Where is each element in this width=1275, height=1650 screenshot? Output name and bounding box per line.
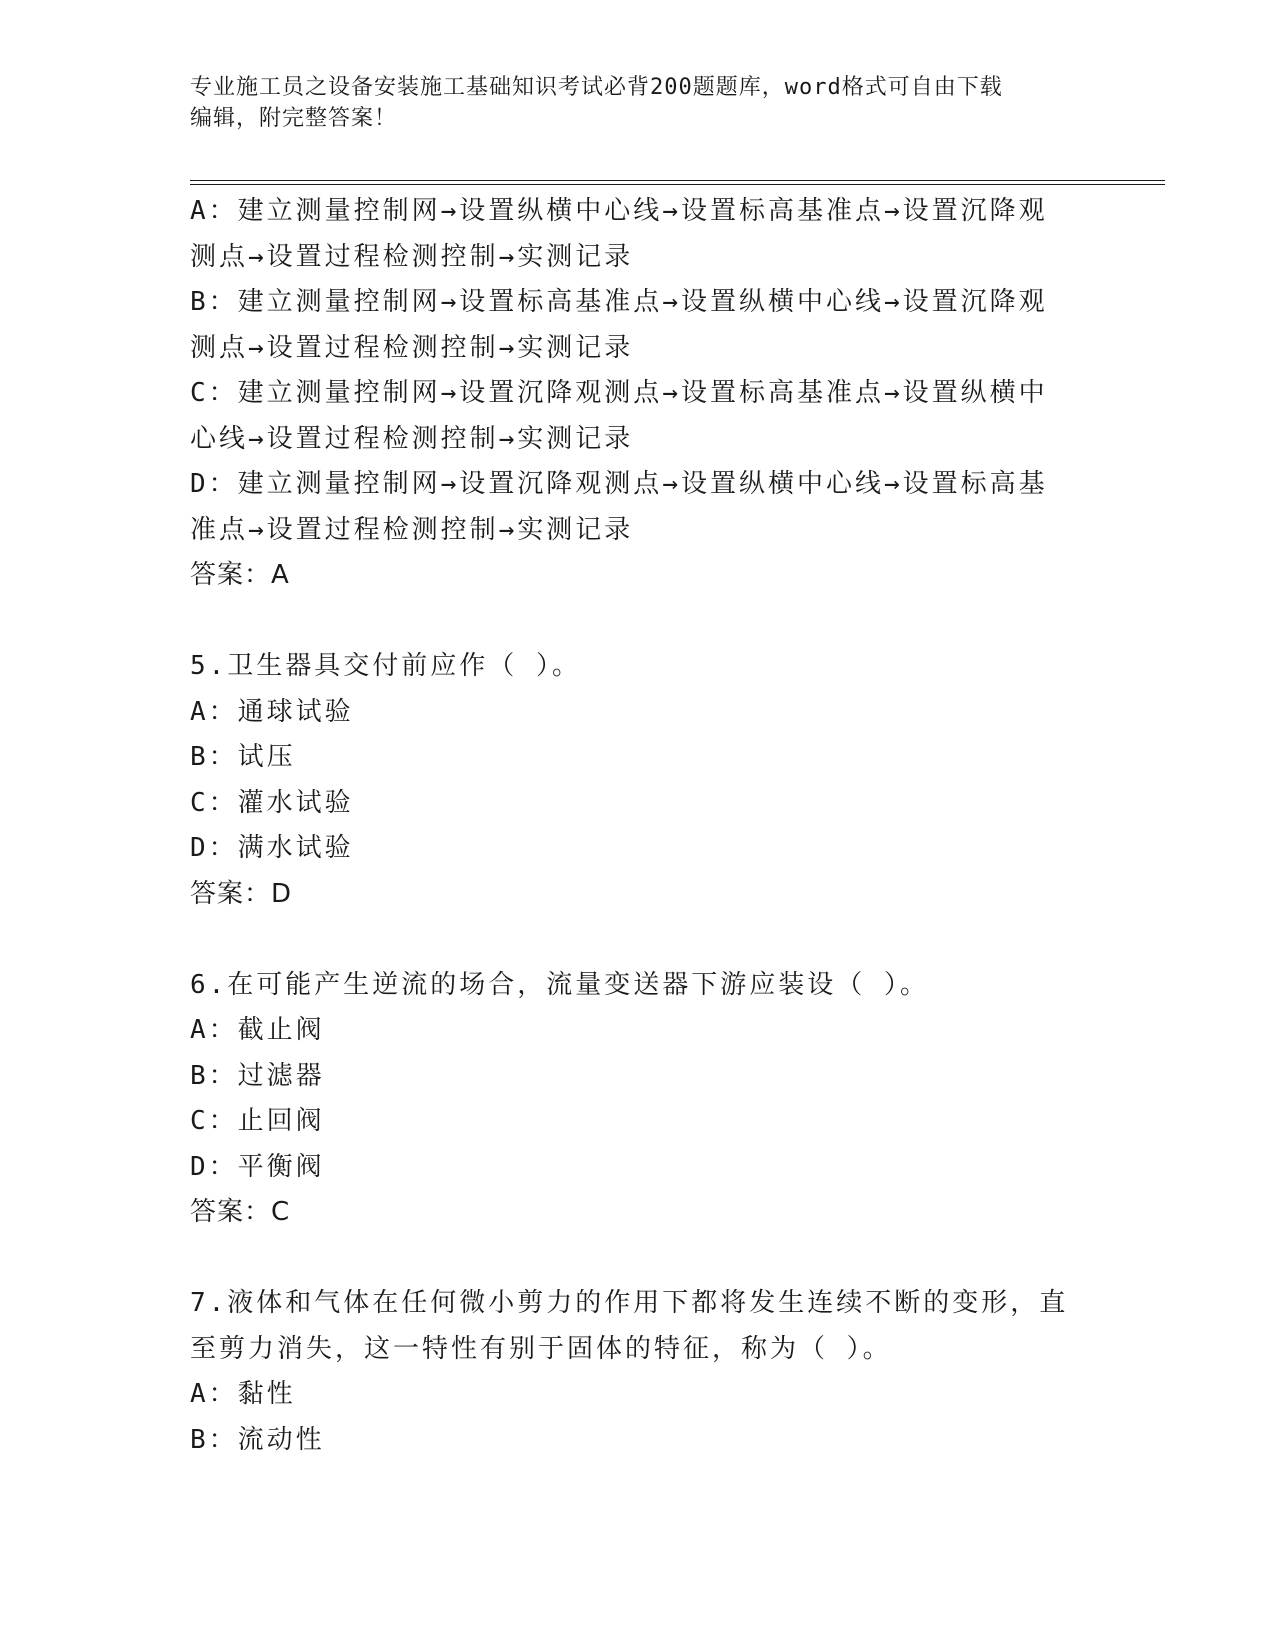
- q4-option-d-line-1: D：建立测量控制网→设置沉降观测点→设置纵横中心线→设置标高基: [190, 469, 1048, 499]
- header-line-2: 编辑，附完整答案！: [190, 106, 398, 131]
- question-4: [190, 189, 1090, 599]
- q4-option-a-line-1: A：建立测量控制网→设置纵横中心线→设置标高基准点→设置沉降观: [190, 196, 1048, 226]
- question-list: [190, 189, 1090, 1463]
- q4-option-c-line-2: 心线→设置过程检测控制→实测记录: [190, 423, 634, 454]
- header-divider-bottom: [190, 184, 1165, 185]
- q6-answer: 答案：C: [190, 1197, 291, 1227]
- header-divider-top: [190, 180, 1165, 181]
- q6-option-a: A：截止阀: [190, 1015, 325, 1045]
- q7-option-b: B：流动性: [190, 1424, 325, 1455]
- q4-option-b-line-2: 测点→设置过程检测控制→实测记录: [190, 332, 634, 363]
- q6-question-text: 6.在可能产生逆流的场合，流量变送器下游应装设（ ）。: [190, 969, 929, 1000]
- q5-option-d: D：满水试验: [190, 833, 354, 863]
- spacer: [190, 917, 1090, 963]
- q5-option-c: C：灌水试验: [190, 787, 354, 818]
- spacer: [190, 599, 1090, 645]
- q7-question-line-2: 至剪力消失，这一特性有别于固体的特征，称为（ ）。: [190, 1333, 892, 1364]
- question-6: [190, 963, 1090, 1236]
- q7-option-a: A：黏性: [190, 1379, 296, 1409]
- question-5: [190, 644, 1090, 917]
- header-line-1: 专业施工员之设备安装施工基础知识考试必背200题题库，word格式可自由下载: [190, 75, 1003, 100]
- question-7: [190, 1281, 1090, 1463]
- q5-option-a: A：通球试验: [190, 696, 354, 727]
- q6-option-c: C：止回阀: [190, 1106, 325, 1136]
- q4-option-d-line-2: 准点→设置过程检测控制→实测记录: [190, 514, 634, 545]
- q6-option-d: D：平衡阀: [190, 1151, 325, 1182]
- q5-question-text: 5.卫生器具交付前应作（ ）。: [190, 651, 581, 681]
- q5-option-b: B：试压: [190, 742, 296, 772]
- spacer: [190, 1236, 1090, 1282]
- q4-option-b-line-1: B：建立测量控制网→设置标高基准点→设置纵横中心线→设置沉降观: [190, 287, 1048, 317]
- q5-answer: 答案：D: [190, 878, 293, 909]
- document-header: [190, 72, 1090, 134]
- q6-option-b: B：过滤器: [190, 1060, 325, 1091]
- q4-answer: 答案：A: [190, 560, 290, 590]
- q4-option-c-line-1: C：建立测量控制网→设置沉降观测点→设置标高基准点→设置纵横中: [190, 378, 1048, 408]
- q7-question-line-1: 7.液体和气体在任何微小剪力的作用下都将发生连续不断的变形，直: [190, 1288, 1069, 1318]
- q4-option-a-line-2: 测点→设置过程检测控制→实测记录: [190, 241, 634, 272]
